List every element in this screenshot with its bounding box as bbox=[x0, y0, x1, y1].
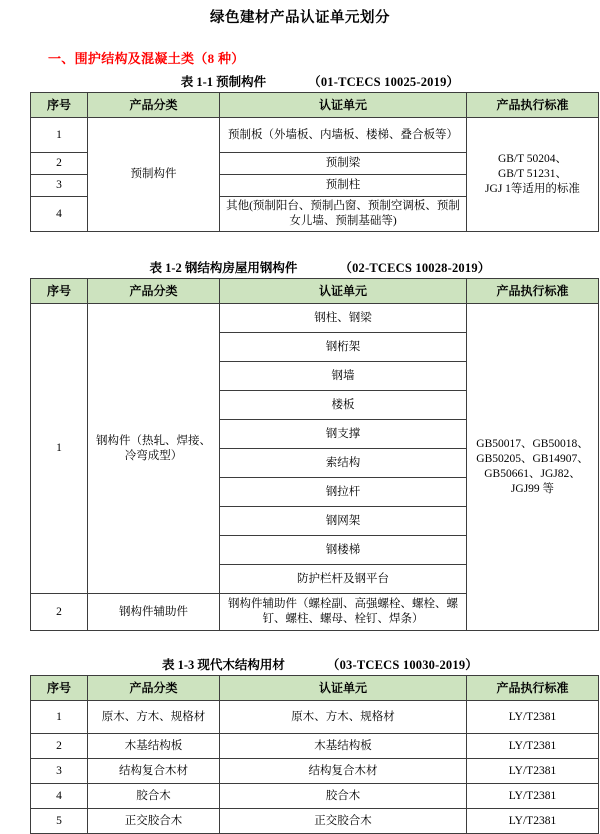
cell-category: 木基结构板 bbox=[88, 734, 220, 759]
cell-unit: 预制板（外墙板、内墙板、楼梯、叠合板等） bbox=[220, 118, 467, 153]
cell-standard bbox=[467, 304, 599, 631]
cell-category: 结构复合木材 bbox=[88, 759, 220, 784]
table-1-2-block bbox=[30, 260, 589, 631]
table-1-1-caption bbox=[30, 74, 570, 90]
table-prefabricated-components bbox=[30, 92, 599, 232]
caption-title: 表 1-3 现代木结构用材 bbox=[161, 658, 285, 672]
cell-unit: 原木、方木、规格材 bbox=[220, 701, 467, 734]
caption-code: （03-TCECS 10030-2019） bbox=[326, 658, 478, 672]
cell-num: 4 bbox=[31, 784, 88, 809]
column-header-unit: 认证单元 bbox=[220, 279, 467, 304]
cell-num: 1 bbox=[31, 304, 88, 594]
standard-line: GB/T 50204、 bbox=[497, 153, 568, 165]
column-header-standard: 产品执行标准 bbox=[467, 279, 599, 304]
cell-category: 钢构件辅助件 bbox=[88, 594, 220, 631]
cell-standard: LY/T2381 bbox=[467, 759, 599, 784]
caption-code: （01-TCECS 10025-2019） bbox=[308, 75, 460, 89]
standard-line: GB/T 51231、 bbox=[497, 168, 568, 180]
column-header-standard: 产品执行标准 bbox=[467, 93, 599, 118]
cell-num: 1 bbox=[31, 701, 88, 734]
cell-num: 1 bbox=[31, 118, 88, 153]
cell-unit: 钢楼梯 bbox=[220, 536, 467, 565]
cell-num: 2 bbox=[31, 594, 88, 631]
cell-num: 3 bbox=[31, 759, 88, 784]
cell-category: 正交胶合木 bbox=[88, 809, 220, 834]
section-heading: 一、围护结构及混凝土类（8 种） bbox=[48, 51, 245, 66]
table-row bbox=[31, 784, 599, 809]
cell-unit: 正交胶合木 bbox=[220, 809, 467, 834]
cell-num: 4 bbox=[31, 197, 88, 232]
cell-standard: LY/T2381 bbox=[467, 701, 599, 734]
cell-unit: 预制柱 bbox=[220, 175, 467, 197]
cell-standard: LY/T2381 bbox=[467, 809, 599, 834]
cell-unit: 钢拉杆 bbox=[220, 478, 467, 507]
page-title: 绿色建材产品认证单元划分 bbox=[210, 10, 390, 26]
cell-num: 2 bbox=[31, 734, 88, 759]
table-header-row bbox=[31, 676, 599, 701]
table-1-3-block bbox=[30, 657, 570, 834]
column-header-category: 产品分类 bbox=[88, 676, 220, 701]
table-row bbox=[31, 759, 599, 784]
document-page bbox=[0, 8, 600, 827]
table-row bbox=[31, 809, 599, 834]
column-header-num: 序号 bbox=[31, 279, 88, 304]
table-row bbox=[31, 304, 599, 333]
cell-num: 2 bbox=[31, 153, 88, 175]
cell-unit: 防护栏杆及钢平台 bbox=[220, 565, 467, 594]
caption-title: 表 1-1 预制构件 bbox=[180, 75, 267, 89]
cell-unit: 钢墙 bbox=[220, 362, 467, 391]
cell-category: 钢构件（热轧、焊接、冷弯成型） bbox=[88, 304, 220, 594]
standard-line: JGJ99 等 bbox=[510, 483, 555, 495]
cell-unit: 钢柱、钢梁 bbox=[220, 304, 467, 333]
cell-standard: LY/T2381 bbox=[467, 734, 599, 759]
cell-unit: 木基结构板 bbox=[220, 734, 467, 759]
caption-code: （02-TCECS 10028-2019） bbox=[339, 261, 491, 275]
cell-num: 3 bbox=[31, 175, 88, 197]
standard-line: GB50661、JGJ82、 bbox=[484, 468, 581, 480]
column-header-category: 产品分类 bbox=[88, 93, 220, 118]
cell-category: 预制构件 bbox=[88, 118, 220, 232]
cell-unit: 预制梁 bbox=[220, 153, 467, 175]
table-row bbox=[31, 701, 599, 734]
cell-unit: 钢构件辅助件（螺栓副、高强螺栓、螺栓、螺钉、螺柱、螺母、栓钉、焊条） bbox=[220, 594, 467, 631]
table-header-row bbox=[31, 93, 599, 118]
table-steel-structure-components bbox=[30, 278, 599, 631]
standard-line: GB50017、GB50018、 bbox=[476, 438, 589, 450]
column-header-standard: 产品执行标准 bbox=[467, 676, 599, 701]
column-header-num: 序号 bbox=[31, 676, 88, 701]
column-header-unit: 认证单元 bbox=[220, 676, 467, 701]
cell-category: 胶合木 bbox=[88, 784, 220, 809]
table-modern-timber-materials bbox=[30, 675, 599, 834]
table-1-3-caption bbox=[30, 657, 570, 673]
column-header-unit: 认证单元 bbox=[220, 93, 467, 118]
cell-unit: 钢支撑 bbox=[220, 420, 467, 449]
caption-title: 表 1-2 钢结构房屋用钢构件 bbox=[149, 261, 298, 275]
cell-num: 5 bbox=[31, 809, 88, 834]
cell-category: 原木、方木、规格材 bbox=[88, 701, 220, 734]
cell-unit: 索结构 bbox=[220, 449, 467, 478]
column-header-category: 产品分类 bbox=[88, 279, 220, 304]
table-1-2-caption bbox=[30, 260, 570, 276]
cell-standard: LY/T2381 bbox=[467, 784, 599, 809]
cell-unit: 结构复合木材 bbox=[220, 759, 467, 784]
table-1-1-block bbox=[30, 74, 580, 232]
cell-standard bbox=[467, 118, 599, 232]
cell-unit: 钢网架 bbox=[220, 507, 467, 536]
cell-unit: 楼板 bbox=[220, 391, 467, 420]
column-header-num: 序号 bbox=[31, 93, 88, 118]
table-header-row bbox=[31, 279, 599, 304]
standard-line: GB50205、GB14907、 bbox=[476, 453, 589, 465]
table-row bbox=[31, 118, 599, 153]
cell-unit: 胶合木 bbox=[220, 784, 467, 809]
cell-unit: 其他(预制阳台、预制凸窗、预制空调板、预制女儿墙、预制基础等) bbox=[220, 197, 467, 232]
table-row bbox=[31, 734, 599, 759]
standard-line: JGJ 1等适用的标准 bbox=[485, 183, 580, 195]
cell-unit: 钢桁架 bbox=[220, 333, 467, 362]
